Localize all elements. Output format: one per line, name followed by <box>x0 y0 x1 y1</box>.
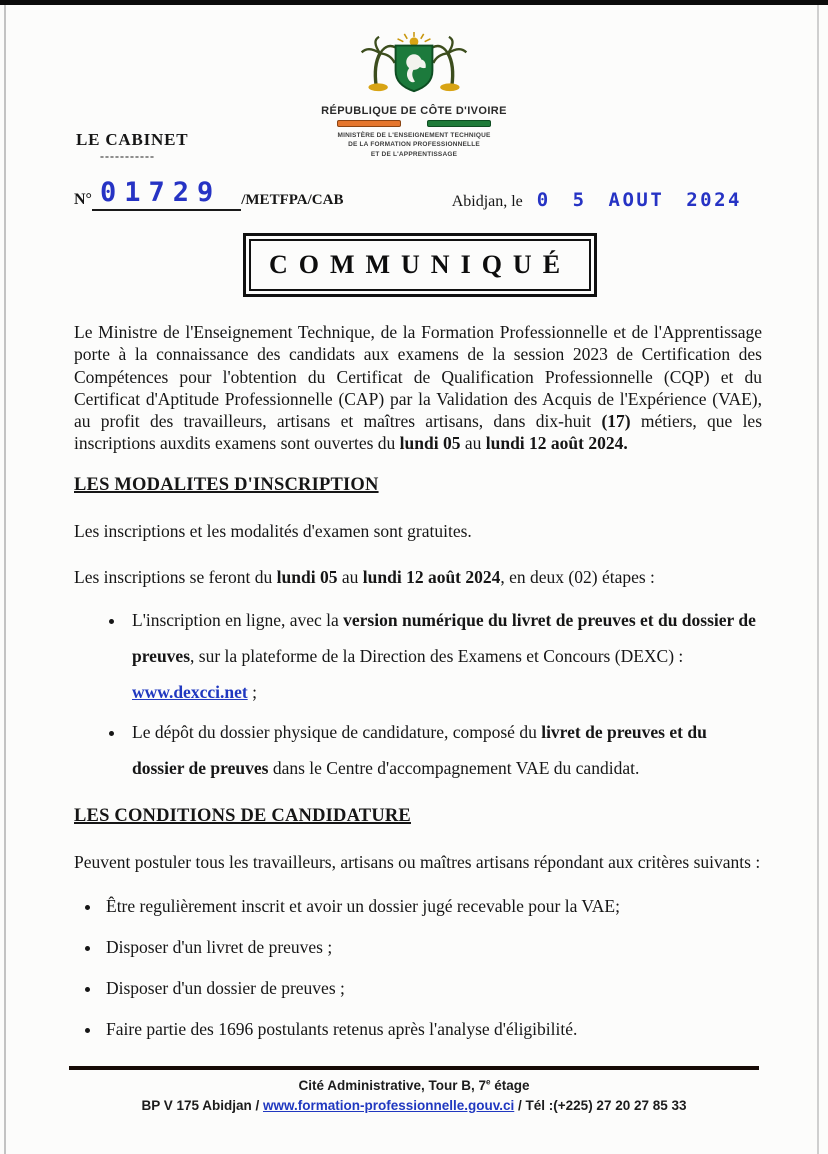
ref-number-prefix: N° <box>74 191 92 209</box>
scan-left-edge <box>4 5 6 1154</box>
dexc-platform-link[interactable]: www.dexcci.net <box>132 681 248 702</box>
reference-number <box>74 179 343 211</box>
text-segment: (17) <box>601 411 631 432</box>
text-segment: ; <box>247 681 257 702</box>
text-segment: / Tél :(+225) 27 20 27 85 33 <box>514 1097 687 1113</box>
communique-title-inner-border <box>249 239 591 291</box>
text-segment: lundi 05 <box>399 433 461 454</box>
place-and-date <box>452 189 742 211</box>
text-segment: Le Ministre de l'Enseignement Technique, de la Formation Professionnelle et de l'Apprentissage porte à la connaissance des candidats aux examens de la session 2023 de Certification des Compétences pour l'obtention du Certificat de Qualification Professionnelle (CQP) et du Certificat d'Aptitude Professionnelle (CAP) par la Validation des Acquis de l'Expérience (VAE), au profit des travailleurs, artisans et maîtres artisans, dans dix-huit <box>74 322 762 432</box>
text-segment: BP V 175 Abidjan / <box>141 1097 263 1113</box>
reference-row <box>0 179 828 211</box>
flag-green-bar <box>427 120 491 127</box>
text-segment: , en deux (02) étapes : <box>500 567 655 588</box>
ministry-website-link[interactable]: www.formation-professionnelle.gouv.ci <box>263 1097 515 1113</box>
list-item-dossier-preuves: • Disposer d'un dossier de preuves ; <box>102 978 762 1000</box>
ref-number-suffix: /METFPA/CAB <box>241 192 344 209</box>
text-segment: étage <box>490 1077 530 1093</box>
list-item-inscription-en-ligne <box>126 603 762 711</box>
modalites-list <box>96 603 762 786</box>
ministry-line-1: MINISTÈRE DE L'ENSEIGNEMENT TECHNIQUE <box>337 132 491 139</box>
ministry-line-2: DE LA FORMATION PROFESSIONNELLE <box>348 141 480 149</box>
scan-right-edge <box>817 5 819 1154</box>
text-segment: lundi 12 août 2024. <box>485 433 628 454</box>
text-segment: lundi 12 août 2024 <box>362 567 501 588</box>
place-label: Abidjan, le <box>451 193 523 211</box>
communique-title-box <box>243 233 597 297</box>
section-heading-modalites: LES MODALITES D'INSCRIPTION <box>74 474 379 495</box>
conditions-list <box>74 896 762 1041</box>
ref-number-stamp: 01729 <box>92 179 241 211</box>
text-segment: , sur la plateforme de la Direction des Examens et Concours (DEXC) : <box>190 645 684 666</box>
list-item-inscrit-recevable: • Être regulièrement inscrit et avoir un dossier jugé recevable pour la VAE; <box>102 896 762 918</box>
intro-paragraph <box>74 321 762 454</box>
section-heading-conditions: LES CONDITIONS DE CANDIDATURE <box>74 806 411 827</box>
document-header <box>0 0 828 163</box>
text-segment: livret de preuves et du dossier de preuves <box>132 721 707 778</box>
ministry-line-3: ET DE L'APPRENTISSAGE <box>370 150 458 158</box>
modalites-paragraph-etapes <box>74 566 762 589</box>
republic-title: RÉPUBLIQUE DE CÔTE D'IVOIRE <box>321 105 507 117</box>
cote-divoire-coat-of-arms-icon <box>351 30 477 98</box>
text-segment: L'inscription en ligne, avec la <box>132 610 344 631</box>
document-body <box>0 321 828 1040</box>
text-segment: dans le Centre d'accompagnement VAE du candidat. <box>268 757 640 778</box>
date-stamp: 0 5 AOUT 2024 <box>536 189 742 212</box>
footer-contact <box>0 1096 828 1116</box>
text-segment: lundi 05 <box>276 567 338 588</box>
text-segment: au <box>460 433 486 454</box>
text-segment: version numérique du livret de preuves et du dossier de preuves <box>132 610 756 666</box>
modalites-paragraph-gratuites: Les inscriptions et les modalités d'examen sont gratuites. <box>74 520 472 541</box>
text-segment: Les inscriptions se feront du <box>74 567 277 588</box>
text-segment: e <box>485 1077 491 1086</box>
conditions-paragraph-criteres: Peuvent postuler tous les travailleurs, artisans ou maîtres artisans répondant aux critères suivants : <box>74 852 761 873</box>
flag-orange-bar <box>337 120 401 127</box>
flag-divider <box>0 120 828 127</box>
footer-divider <box>69 1066 759 1070</box>
list-item-depot-dossier <box>126 715 762 787</box>
footer-address <box>0 1076 828 1096</box>
text-segment: Cité Administrative, Tour B, 7 <box>298 1077 486 1093</box>
cabinet-label: LE CABINET <box>76 130 189 149</box>
text-segment: Le dépôt du dossier physique de candidature, composé du <box>132 721 542 742</box>
communique-title: COMMUNIQUÉ <box>268 250 572 280</box>
cabinet-dashed-rule: ----------- <box>100 149 155 163</box>
text-segment: au <box>337 567 363 588</box>
text-segment: métiers, que les inscriptions auxdits examens sont ouvertes du <box>74 411 763 454</box>
cabinet-block <box>76 130 188 164</box>
document-footer <box>0 1066 828 1117</box>
list-item-livret-preuves: • Disposer d'un livret de preuves ; <box>102 937 762 959</box>
list-item-postulants-retenus: • Faire partie des 1696 postulants retenus après l'analyse d'éligibilité. <box>102 1019 762 1041</box>
